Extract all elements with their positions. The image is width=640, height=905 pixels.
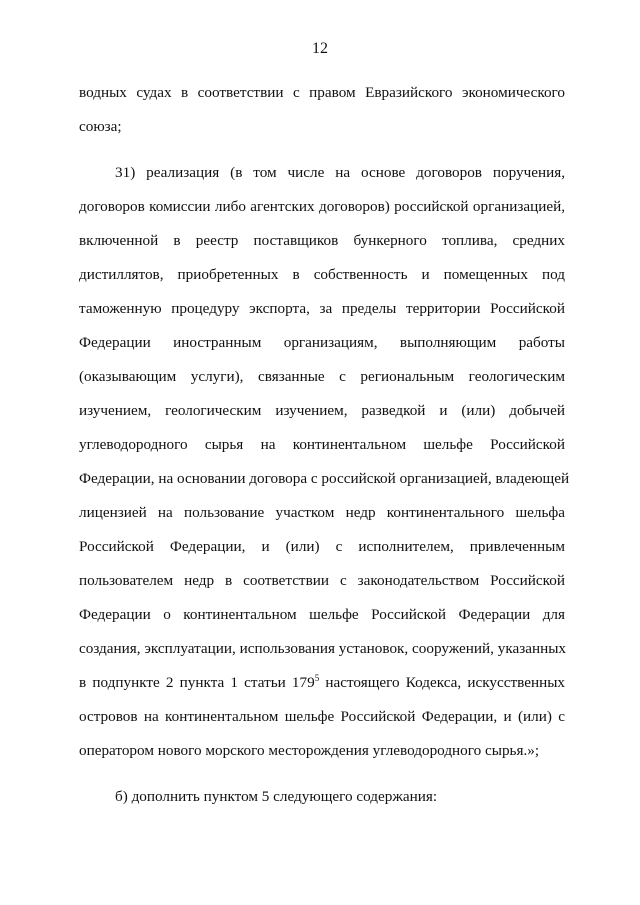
text-line: пользователем недр в соответствии с законодательством Российской [79, 572, 565, 589]
text-line: б) дополнить пунктом 5 следующего содержания: [115, 788, 438, 805]
text-line-with-superscript [79, 666, 565, 700]
paragraph-gap [79, 144, 565, 156]
text-line: углеводородного сырья на континентальном шельфе Российской [79, 436, 565, 453]
text-segment: настоящего Кодекса, искусственных [319, 674, 565, 691]
text-line: оператором нового морского месторождения углеводородного сырья.»; [79, 742, 540, 759]
text-line: 31) реализация (в том числе на основе договоров поручения, [115, 164, 565, 181]
paragraph-gap [79, 768, 565, 780]
text-line: Федерации о континентальном шельфе Российской Федерации для [79, 606, 565, 623]
text-line: островов на континентальном шельфе Российской Федерации, и (или) с [79, 708, 565, 725]
text-line: лицензией на пользование участком недр континентального шельфа [79, 504, 565, 521]
article-superscript: 5 [314, 672, 320, 683]
document-body [79, 76, 570, 814]
text-line: Федерации, на основании договора с российской организацией, владеющей [79, 470, 570, 487]
text-line: Российской Федерации, и (или) с исполнителем, привлеченным [79, 538, 565, 555]
text-line: договоров комиссии либо агентских договоров) российской организацией, [79, 198, 565, 215]
text-line: союза; [79, 118, 122, 135]
text-line: Федерации иностранным организациям, выполняющим работы [79, 334, 565, 351]
text-line: создания, эксплуатации, использования установок, сооружений, указанных [79, 640, 567, 657]
text-line: дистиллятов, приобретенных в собственность и помещенных под [79, 266, 565, 283]
text-line: водных судах в соответствии с правом Евразийского экономического [79, 84, 565, 101]
text-line: включенной в реестр поставщиков бункерного топлива, средних [79, 232, 565, 249]
text-line: изучением, геологическим изучением, разведкой и (или) добычей [79, 402, 565, 419]
text-line: таможенную процедуру экспорта, за пределы территории Российской [79, 300, 565, 317]
text-segment: в подпункте 2 пункта 1 статьи 179 [79, 674, 315, 691]
page-number: 12 [312, 40, 328, 57]
text-line: (оказывающим услуги), связанные с региональным геологическим [79, 368, 565, 385]
